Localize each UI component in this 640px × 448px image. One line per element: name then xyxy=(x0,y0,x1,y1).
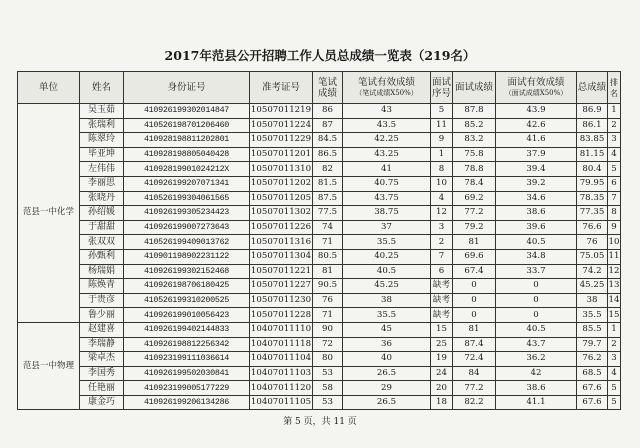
cell-rank: 6 xyxy=(608,176,621,191)
cell-id: 410926199207071341 xyxy=(124,176,250,191)
cell-interview-eff: 33.7 xyxy=(496,264,577,279)
cell-interview-eff: 40.5 xyxy=(496,235,577,250)
cell-total: 86.1 xyxy=(577,118,608,133)
cell-name: 吴玉茹 xyxy=(80,104,124,119)
cell-interview: 87.8 xyxy=(453,104,496,119)
cell-total: 67.6 xyxy=(577,381,608,396)
cell-name: 于贵彦 xyxy=(80,293,124,308)
cell-total: 86.9 xyxy=(577,104,608,119)
cell-written-eff: 26.5 xyxy=(343,366,431,381)
header-unit: 单位 xyxy=(18,72,80,104)
cell-total: 78.35 xyxy=(577,191,608,206)
cell-seq: 1 xyxy=(431,147,453,162)
cell-rank: 14 xyxy=(608,293,621,308)
table-row xyxy=(18,352,621,367)
table-row xyxy=(18,176,621,191)
cell-total: 76.2 xyxy=(577,352,608,367)
header-interview: 面试成绩 xyxy=(453,72,496,104)
cell-written-eff: 40.5 xyxy=(343,264,431,279)
cell-total: 67.6 xyxy=(577,395,608,410)
cell-total: 68.5 xyxy=(577,366,608,381)
cell-id: 410526199310200525 xyxy=(124,293,250,308)
cell-rank: 9 xyxy=(608,220,621,235)
cell-written: 90.5 xyxy=(313,279,343,294)
table-row xyxy=(18,264,621,279)
cell-ticket: 10507011219 xyxy=(250,104,313,119)
cell-rank: 7 xyxy=(608,191,621,206)
cell-seq: 19 xyxy=(431,352,453,367)
cell-written-eff: 29 xyxy=(343,381,431,396)
cell-ticket: 10407011120 xyxy=(250,381,313,396)
cell-ticket: 10507011229 xyxy=(250,133,313,148)
cell-interview-eff: 0 xyxy=(496,279,577,294)
page-footer: 第 5 页，共 11 页 xyxy=(283,417,357,427)
cell-interview-eff: 41.1 xyxy=(496,395,577,410)
cell-ticket: 10407011103 xyxy=(250,366,313,381)
cell-name: 孙绍媛 xyxy=(80,206,124,221)
cell-id: 410923199005177229 xyxy=(124,381,250,396)
table-row xyxy=(18,366,621,381)
cell-id: 410926199305234423 xyxy=(124,206,250,221)
cell-ticket: 10407011104 xyxy=(250,352,313,367)
cell-written-eff: 42.25 xyxy=(343,133,431,148)
cell-interview-eff: 42.6 xyxy=(496,118,577,133)
table-body xyxy=(18,104,621,410)
cell-name: 赵建喜 xyxy=(80,322,124,337)
score-table xyxy=(17,71,621,410)
cell-total: 74.2 xyxy=(577,264,608,279)
cell-seq: 5 xyxy=(431,104,453,119)
cell-ticket: 10507011202 xyxy=(250,176,313,191)
cell-written: 80 xyxy=(313,352,343,367)
cell-rank: 11 xyxy=(608,249,621,264)
cell-name: 毕亚坤 xyxy=(80,147,124,162)
cell-written-eff: 37 xyxy=(343,220,431,235)
cell-written: 81 xyxy=(313,264,343,279)
cell-written-eff: 43.75 xyxy=(343,191,431,206)
table-row xyxy=(18,322,621,337)
cell-id: 41092819901024212X xyxy=(124,162,250,177)
cell-id: 410926199302014847 xyxy=(124,104,250,119)
cell-written-eff: 40.25 xyxy=(343,249,431,264)
cell-interview: 81 xyxy=(453,235,496,250)
header-written-eff xyxy=(343,72,431,104)
table-row xyxy=(18,293,621,308)
unit-cell: 范县一中物理 xyxy=(18,322,80,410)
cell-total: 79.95 xyxy=(577,176,608,191)
cell-written: 76 xyxy=(313,293,343,308)
cell-rank: 5 xyxy=(608,162,621,177)
cell-written: 71 xyxy=(313,308,343,323)
cell-written-eff: 45.25 xyxy=(343,279,431,294)
cell-ticket: 10507011227 xyxy=(250,279,313,294)
cell-interview: 69.2 xyxy=(453,191,496,206)
cell-name: 左伟伟 xyxy=(80,162,124,177)
cell-ticket: 10507011226 xyxy=(250,220,313,235)
cell-seq: 24 xyxy=(431,366,453,381)
cell-name: 陈焕青 xyxy=(80,279,124,294)
cell-written: 74 xyxy=(313,220,343,235)
cell-interview-eff: 43.7 xyxy=(496,337,577,352)
cell-interview-eff: 39.4 xyxy=(496,162,577,177)
cell-written: 53 xyxy=(313,366,343,381)
cell-written: 87.5 xyxy=(313,191,343,206)
cell-id: 410926199402144833 xyxy=(124,322,250,337)
table-row xyxy=(18,133,621,148)
cell-name: 张瑞利 xyxy=(80,118,124,133)
header-id: 身份证号 xyxy=(124,72,250,104)
cell-interview-eff: 0 xyxy=(496,308,577,323)
table-row xyxy=(18,220,621,235)
cell-ticket: 10507011205 xyxy=(250,191,313,206)
cell-name: 陈翠玲 xyxy=(80,133,124,148)
page-title: 2017年范县公开招聘工作人员总成绩一览表（219名） xyxy=(164,48,476,63)
cell-interview: 85.2 xyxy=(453,118,496,133)
cell-seq: 2 xyxy=(431,235,453,250)
cell-total: 76.6 xyxy=(577,220,608,235)
cell-name: 张双双 xyxy=(80,235,124,250)
cell-ticket: 10507011224 xyxy=(250,118,313,133)
header-row xyxy=(18,72,621,104)
cell-id: 410923199111036614 xyxy=(124,352,250,367)
header-written-eff-sub: （笔试成绩X50%） xyxy=(355,88,418,97)
table-row xyxy=(18,249,621,264)
cell-total: 79.7 xyxy=(577,337,608,352)
cell-id: 410926199010056423 xyxy=(124,308,250,323)
cell-id: 410526198701206460 xyxy=(124,118,250,133)
cell-interview-eff: 39.2 xyxy=(496,176,577,191)
header-interview-eff xyxy=(496,72,577,104)
cell-interview-eff: 34.6 xyxy=(496,191,577,206)
cell-written: 86.5 xyxy=(313,147,343,162)
cell-total: 83.85 xyxy=(577,133,608,148)
cell-interview: 78.4 xyxy=(453,176,496,191)
cell-rank: 2 xyxy=(608,337,621,352)
table-row xyxy=(18,147,621,162)
cell-interview: 77.2 xyxy=(453,381,496,396)
cell-ticket: 10507011201 xyxy=(250,147,313,162)
cell-interview-eff: 42 xyxy=(496,366,577,381)
cell-total: 45.25 xyxy=(577,279,608,294)
cell-interview-eff: 34.8 xyxy=(496,249,577,264)
cell-interview: 81 xyxy=(453,322,496,337)
cell-written: 90 xyxy=(313,322,343,337)
table-row xyxy=(18,337,621,352)
header-seq-label: 面试序号 xyxy=(431,76,451,99)
cell-id: 410926199206134286 xyxy=(124,395,250,410)
cell-written: 82 xyxy=(313,162,343,177)
cell-id: 410926199502030841 xyxy=(124,366,250,381)
cell-seq: 7 xyxy=(431,249,453,264)
cell-written-eff: 43.25 xyxy=(343,147,431,162)
cell-written-eff: 43 xyxy=(343,104,431,119)
header-interview-eff-sub: （面试成绩X50%） xyxy=(504,88,568,97)
cell-interview: 87.4 xyxy=(453,337,496,352)
cell-id: 410926198812256342 xyxy=(124,337,250,352)
cell-rank: 2 xyxy=(608,118,621,133)
cell-written: 77.5 xyxy=(313,206,343,221)
cell-interview: 0 xyxy=(453,293,496,308)
cell-name: 于甜甜 xyxy=(80,220,124,235)
cell-seq: 缺考 xyxy=(431,279,453,294)
cell-interview-eff: 36.2 xyxy=(496,352,577,367)
table-row xyxy=(18,279,621,294)
cell-ticket: 10407011110 xyxy=(250,322,313,337)
cell-total: 38 xyxy=(577,293,608,308)
cell-total: 85.5 xyxy=(577,322,608,337)
cell-name: 李瑞静 xyxy=(80,337,124,352)
cell-seq: 15 xyxy=(431,322,453,337)
table-row xyxy=(18,191,621,206)
cell-id: 410926199302152468 xyxy=(124,264,250,279)
cell-seq: 4 xyxy=(431,191,453,206)
cell-interview-eff: 38.6 xyxy=(496,381,577,396)
cell-total: 81.15 xyxy=(577,147,608,162)
cell-ticket: 10507011221 xyxy=(250,264,313,279)
cell-ticket: 10507011304 xyxy=(250,249,313,264)
cell-ticket: 10407011105 xyxy=(250,395,313,410)
cell-interview: 69.6 xyxy=(453,249,496,264)
cell-seq: 12 xyxy=(431,206,453,221)
table-row xyxy=(18,381,621,396)
header-interview-eff-label: 面试有效成绩 xyxy=(507,76,565,88)
cell-written: 80.5 xyxy=(313,249,343,264)
cell-written-eff: 35.5 xyxy=(343,235,431,250)
cell-rank: 4 xyxy=(608,366,621,381)
cell-seq: 3 xyxy=(431,220,453,235)
cell-written-eff: 43.5 xyxy=(343,118,431,133)
header-written-label: 笔试成绩 xyxy=(317,76,337,99)
cell-rank: 1 xyxy=(608,104,621,119)
table-row xyxy=(18,308,621,323)
header-rank: 排名 xyxy=(608,72,621,104)
cell-name: 李国秀 xyxy=(80,366,124,381)
cell-interview: 67.4 xyxy=(453,264,496,279)
cell-id: 410928198811202801 xyxy=(124,133,250,148)
cell-total: 35.5 xyxy=(577,308,608,323)
header-total: 总成绩 xyxy=(577,72,608,104)
cell-id: 410526199409013762 xyxy=(124,235,250,250)
cell-total: 80.4 xyxy=(577,162,608,177)
cell-rank: 5 xyxy=(608,395,621,410)
table-row xyxy=(18,162,621,177)
cell-written-eff: 35.5 xyxy=(343,308,431,323)
cell-written: 58 xyxy=(313,381,343,396)
cell-interview: 75.8 xyxy=(453,147,496,162)
header-written-eff-label: 笔试有效成绩 xyxy=(357,76,415,88)
cell-interview-eff: 41.6 xyxy=(496,133,577,148)
cell-name: 鲁少丽 xyxy=(80,308,124,323)
cell-written: 87 xyxy=(313,118,343,133)
cell-written-eff: 41 xyxy=(343,162,431,177)
cell-seq: 8 xyxy=(431,162,453,177)
cell-ticket: 10507011302 xyxy=(250,206,313,221)
cell-written: 72 xyxy=(313,337,343,352)
cell-name: 梁卓杰 xyxy=(80,352,124,367)
cell-name: 李丽思 xyxy=(80,176,124,191)
cell-rank: 3 xyxy=(608,352,621,367)
header-written xyxy=(313,72,343,104)
cell-name: 孙甄利 xyxy=(80,249,124,264)
cell-interview-eff: 38.6 xyxy=(496,206,577,221)
cell-id: 410526199304061565 xyxy=(124,191,250,206)
cell-written: 53 xyxy=(313,395,343,410)
cell-written: 86 xyxy=(313,104,343,119)
cell-seq: 缺考 xyxy=(431,308,453,323)
cell-name: 任艳丽 xyxy=(80,381,124,396)
cell-interview-eff: 37.9 xyxy=(496,147,577,162)
table-row xyxy=(18,104,621,119)
cell-name: 杨瑞娟 xyxy=(80,264,124,279)
cell-seq: 20 xyxy=(431,381,453,396)
cell-interview-eff: 39.6 xyxy=(496,220,577,235)
cell-interview: 84 xyxy=(453,366,496,381)
table-row xyxy=(18,118,621,133)
cell-seq: 11 xyxy=(431,118,453,133)
cell-interview: 78.8 xyxy=(453,162,496,177)
cell-interview: 83.2 xyxy=(453,133,496,148)
cell-id: 410928198805040428 xyxy=(124,147,250,162)
cell-ticket: 10507011228 xyxy=(250,308,313,323)
cell-rank: 4 xyxy=(608,147,621,162)
cell-interview: 82.2 xyxy=(453,395,496,410)
cell-seq: 9 xyxy=(431,133,453,148)
cell-written-eff: 36 xyxy=(343,337,431,352)
cell-id: 410926199007273643 xyxy=(124,220,250,235)
cell-seq: 缺考 xyxy=(431,293,453,308)
cell-seq: 10 xyxy=(431,176,453,191)
cell-interview: 0 xyxy=(453,308,496,323)
cell-ticket: 10407011118 xyxy=(250,337,313,352)
table-row xyxy=(18,206,621,221)
cell-total: 77.35 xyxy=(577,206,608,221)
cell-written: 81.5 xyxy=(313,176,343,191)
cell-written-eff: 38 xyxy=(343,293,431,308)
table-row xyxy=(18,395,621,410)
cell-seq: 25 xyxy=(431,337,453,352)
cell-name: 康金巧 xyxy=(80,395,124,410)
cell-rank: 1 xyxy=(608,322,621,337)
unit-cell: 范县一中化学 xyxy=(18,104,80,323)
cell-ticket: 10507011316 xyxy=(250,235,313,250)
cell-rank: 8 xyxy=(608,206,621,221)
cell-written: 71 xyxy=(313,235,343,250)
cell-seq: 6 xyxy=(431,264,453,279)
cell-id: 410901198902231122 xyxy=(124,249,250,264)
cell-interview-eff: 0 xyxy=(496,293,577,308)
cell-written-eff: 40.75 xyxy=(343,176,431,191)
cell-seq: 18 xyxy=(431,395,453,410)
header-seq xyxy=(431,72,453,104)
cell-rank: 15 xyxy=(608,308,621,323)
cell-written-eff: 45 xyxy=(343,322,431,337)
cell-id: 410926198706180425 xyxy=(124,279,250,294)
cell-interview: 77.2 xyxy=(453,206,496,221)
cell-written-eff: 26.5 xyxy=(343,395,431,410)
cell-total: 75.05 xyxy=(577,249,608,264)
cell-rank: 13 xyxy=(608,279,621,294)
cell-interview-eff: 40.5 xyxy=(496,322,577,337)
cell-rank: 3 xyxy=(608,133,621,148)
cell-total: 76 xyxy=(577,235,608,250)
cell-interview: 0 xyxy=(453,279,496,294)
table-row xyxy=(18,235,621,250)
cell-rank: 12 xyxy=(608,264,621,279)
cell-interview-eff: 43.9 xyxy=(496,104,577,119)
cell-interview: 79.2 xyxy=(453,220,496,235)
header-ticket: 准考证号 xyxy=(250,72,313,104)
cell-written-eff: 38.75 xyxy=(343,206,431,221)
cell-rank: 5 xyxy=(608,381,621,396)
cell-interview: 72.4 xyxy=(453,352,496,367)
cell-name: 张晓丹 xyxy=(80,191,124,206)
cell-written-eff: 40 xyxy=(343,352,431,367)
cell-rank: 10 xyxy=(608,235,621,250)
cell-ticket: 10507011310 xyxy=(250,162,313,177)
cell-written: 84.5 xyxy=(313,133,343,148)
header-name: 姓名 xyxy=(80,72,124,104)
cell-ticket: 10507011230 xyxy=(250,293,313,308)
